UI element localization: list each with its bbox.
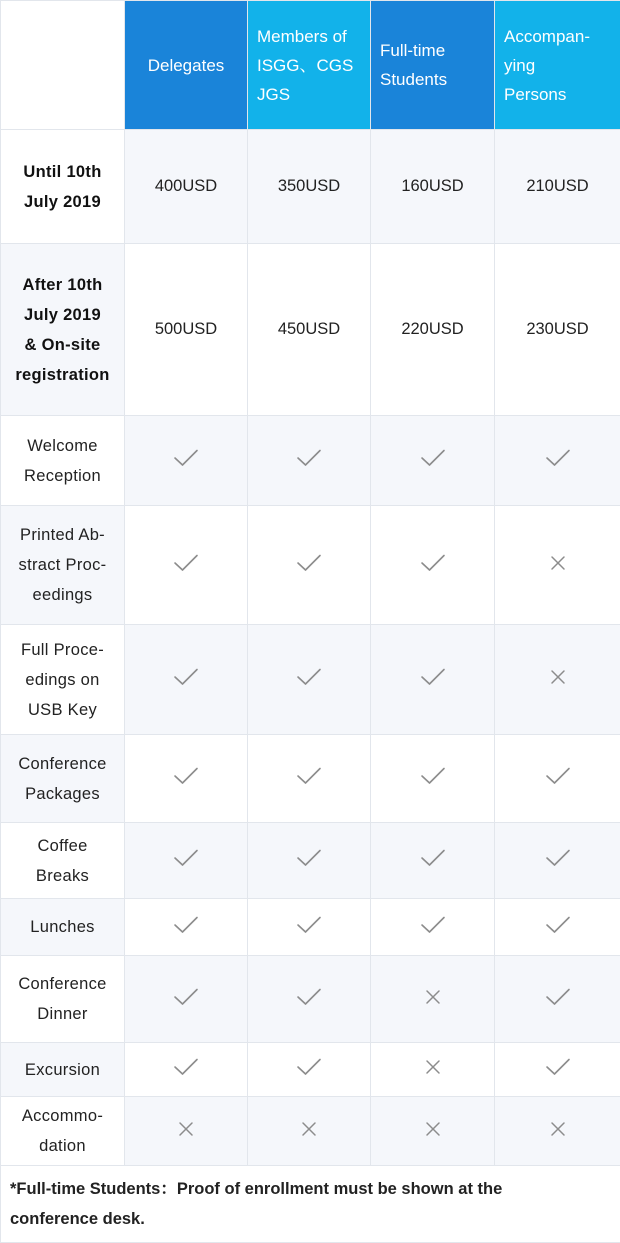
row-label	[1, 899, 125, 956]
footnote-row	[1, 1166, 620, 1243]
row-label-line: Printed Ab-	[1, 520, 124, 550]
checkmark-icon	[173, 664, 199, 690]
row-label	[1, 130, 125, 244]
cross-icon	[420, 1116, 446, 1142]
inclusion-cell	[495, 735, 620, 823]
row-label-line: Full Proce-	[1, 635, 124, 665]
inclusion-cell	[371, 899, 495, 956]
footnote	[1, 1166, 620, 1243]
inclusion-cell	[495, 956, 620, 1043]
col-header-line: ying	[504, 51, 620, 80]
checkmark-icon	[173, 1054, 199, 1080]
col-header-line: Persons	[504, 80, 620, 109]
inclusion-cell	[125, 416, 248, 506]
inclusion-cell	[495, 416, 620, 506]
cross-icon	[420, 984, 446, 1010]
checkmark-icon	[420, 912, 446, 938]
inclusion-cell	[125, 506, 248, 625]
checkmark-icon	[296, 550, 322, 576]
feature-row	[1, 735, 620, 823]
cross-icon	[173, 1116, 199, 1142]
header-corner	[1, 1, 125, 130]
row-label	[1, 823, 125, 899]
checkmark-icon	[545, 984, 571, 1010]
col-header-accompanying	[495, 1, 620, 130]
inclusion-cell	[371, 416, 495, 506]
cross-icon	[545, 664, 571, 690]
inclusion-cell	[248, 823, 371, 899]
row-label-line: Conference	[1, 749, 124, 779]
feature-row	[1, 956, 620, 1043]
inclusion-cell	[495, 823, 620, 899]
inclusion-cell	[248, 625, 371, 735]
row-label-line: July 2019	[1, 300, 124, 330]
row-label-line: July 2019	[1, 187, 124, 217]
inclusion-cell	[125, 1097, 248, 1166]
footnote-line: conference desk.	[10, 1204, 610, 1234]
row-label-line: stract Proc-	[1, 550, 124, 580]
col-header-line: ISGG、CGS	[257, 51, 370, 80]
checkmark-icon	[420, 664, 446, 690]
col-header-line: Accompan-	[504, 22, 620, 51]
row-label-line: Excursion	[1, 1055, 124, 1085]
inclusion-cell	[371, 956, 495, 1043]
feature-row	[1, 506, 620, 625]
footnote-line: *Full-time Students：Proof of enrollment must be shown at the	[10, 1174, 610, 1204]
inclusion-cell	[495, 506, 620, 625]
inclusion-cell	[495, 899, 620, 956]
row-label	[1, 625, 125, 735]
row-label-line: Accommo-	[1, 1101, 124, 1131]
inclusion-cell	[371, 1043, 495, 1097]
row-label-line: Welcome	[1, 431, 124, 461]
checkmark-icon	[296, 984, 322, 1010]
price-cell: 450USD	[248, 244, 371, 416]
row-label	[1, 1043, 125, 1097]
checkmark-icon	[545, 912, 571, 938]
row-label	[1, 1097, 125, 1166]
checkmark-icon	[173, 984, 199, 1010]
feature-row	[1, 823, 620, 899]
checkmark-icon	[173, 445, 199, 471]
checkmark-icon	[296, 912, 322, 938]
price-row-late	[1, 244, 620, 416]
checkmark-icon	[420, 763, 446, 789]
row-label	[1, 244, 125, 416]
row-label-line: dation	[1, 1131, 124, 1161]
col-header-line: Full-time	[380, 36, 494, 65]
cross-icon	[420, 1054, 446, 1080]
price-cell: 210USD	[495, 130, 620, 244]
inclusion-cell	[125, 899, 248, 956]
inclusion-cell	[371, 625, 495, 735]
feature-row	[1, 625, 620, 735]
row-label-line: edings on	[1, 665, 124, 695]
row-label-line: Reception	[1, 461, 124, 491]
inclusion-cell	[495, 1097, 620, 1166]
inclusion-cell	[248, 899, 371, 956]
row-label	[1, 956, 125, 1043]
inclusion-cell	[125, 735, 248, 823]
col-header-line: Delegates	[125, 51, 247, 80]
inclusion-cell	[248, 735, 371, 823]
inclusion-cell	[248, 1043, 371, 1097]
inclusion-cell	[495, 1043, 620, 1097]
row-label-line: Dinner	[1, 999, 124, 1029]
row-label	[1, 735, 125, 823]
row-label-line: Until 10th	[1, 157, 124, 187]
cross-icon	[545, 550, 571, 576]
checkmark-icon	[545, 445, 571, 471]
inclusion-cell	[248, 416, 371, 506]
row-label	[1, 416, 125, 506]
row-label-line: Conference	[1, 969, 124, 999]
checkmark-icon	[420, 550, 446, 576]
price-cell: 400USD	[125, 130, 248, 244]
feature-row	[1, 899, 620, 956]
checkmark-icon	[296, 664, 322, 690]
row-label-line: Breaks	[1, 861, 124, 891]
row-label-line: registration	[1, 360, 124, 390]
col-header-delegates	[125, 1, 248, 130]
checkmark-icon	[173, 763, 199, 789]
checkmark-icon	[545, 763, 571, 789]
price-cell: 160USD	[371, 130, 495, 244]
inclusion-cell	[125, 1043, 248, 1097]
inclusion-cell	[125, 956, 248, 1043]
inclusion-cell	[371, 1097, 495, 1166]
inclusion-cell	[248, 1097, 371, 1166]
checkmark-icon	[173, 550, 199, 576]
cross-icon	[545, 1116, 571, 1142]
checkmark-icon	[420, 845, 446, 871]
checkmark-icon	[296, 845, 322, 871]
col-header-line: Students	[380, 65, 494, 94]
row-label-line: Lunches	[1, 912, 124, 942]
row-label-line: After 10th	[1, 270, 124, 300]
col-header-line: JGS	[257, 80, 370, 109]
row-label-line: & On-site	[1, 330, 124, 360]
inclusion-cell	[495, 625, 620, 735]
inclusion-cell	[125, 625, 248, 735]
checkmark-icon	[545, 1054, 571, 1080]
checkmark-icon	[420, 445, 446, 471]
checkmark-icon	[173, 845, 199, 871]
inclusion-cell	[248, 956, 371, 1043]
cross-icon	[296, 1116, 322, 1142]
row-label	[1, 506, 125, 625]
checkmark-icon	[173, 912, 199, 938]
inclusion-cell	[371, 735, 495, 823]
col-header-members	[248, 1, 371, 130]
feature-row	[1, 1097, 620, 1166]
col-header-line: Members of	[257, 22, 370, 51]
checkmark-icon	[296, 763, 322, 789]
price-cell: 230USD	[495, 244, 620, 416]
inclusion-cell	[371, 823, 495, 899]
feature-row	[1, 1043, 620, 1097]
inclusion-cell	[248, 506, 371, 625]
price-cell: 350USD	[248, 130, 371, 244]
price-row-early	[1, 130, 620, 244]
checkmark-icon	[296, 445, 322, 471]
row-label-line: eedings	[1, 580, 124, 610]
header-row	[1, 1, 620, 130]
inclusion-cell	[125, 823, 248, 899]
checkmark-icon	[296, 1054, 322, 1080]
checkmark-icon	[545, 845, 571, 871]
row-label-line: Coffee	[1, 831, 124, 861]
feature-row	[1, 416, 620, 506]
row-label-line: USB Key	[1, 695, 124, 725]
price-cell: 220USD	[371, 244, 495, 416]
inclusion-cell	[371, 506, 495, 625]
price-cell: 500USD	[125, 244, 248, 416]
feature-rows	[1, 416, 620, 1166]
row-label-line: Packages	[1, 779, 124, 809]
col-header-students	[371, 1, 495, 130]
